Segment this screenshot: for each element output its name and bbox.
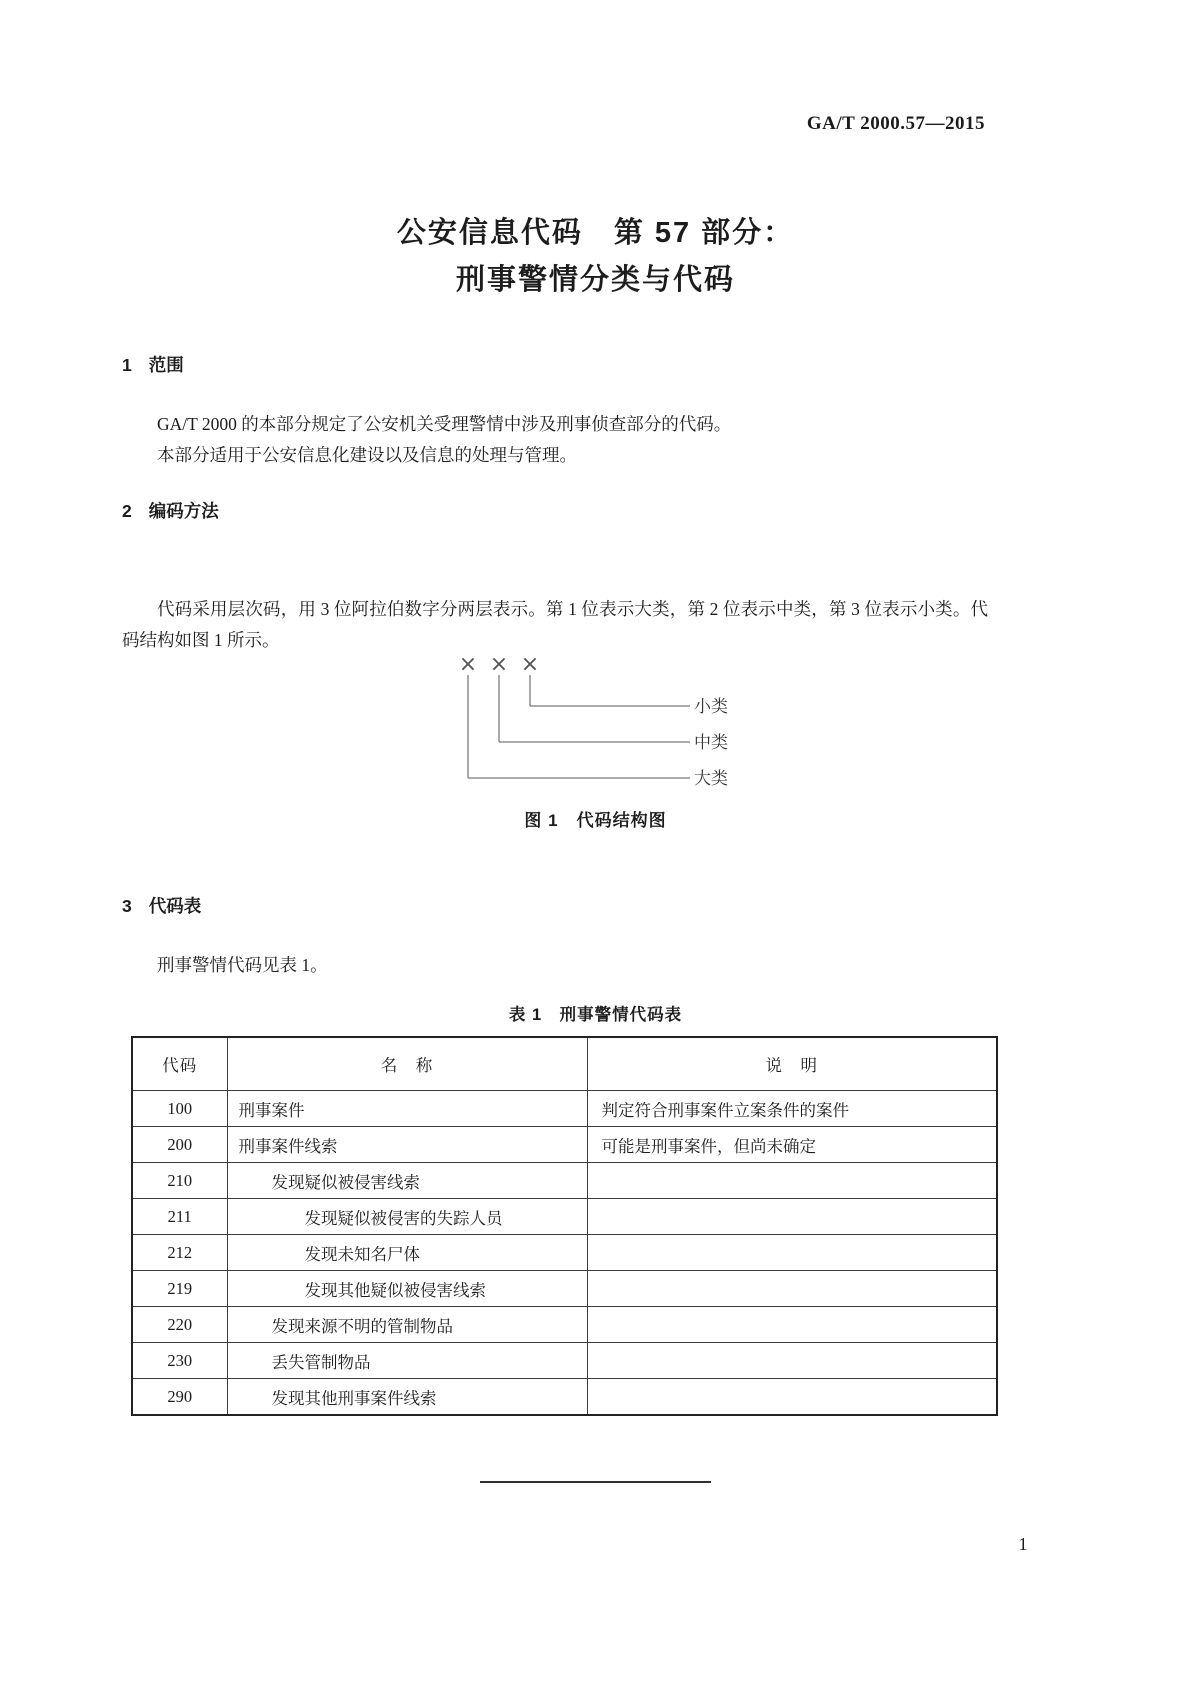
- header-name: 名 称: [227, 1037, 587, 1091]
- code-cell: 220: [132, 1307, 227, 1343]
- description-cell: [587, 1343, 997, 1379]
- standard-number: GA/T 2000.57—2015: [806, 113, 985, 134]
- description-cell: 可能是刑事案件，但尚未确定: [587, 1127, 997, 1163]
- section-1-title: 范围: [148, 355, 184, 375]
- table-row: [132, 1307, 997, 1343]
- name-cell: 刑事案件: [227, 1091, 587, 1127]
- name-cell: 发现其他刑事案件线索: [227, 1379, 587, 1416]
- figure-caption: 图 1 代码结构图: [524, 811, 667, 830]
- table-row: [132, 1091, 997, 1127]
- code-table-head: [132, 1037, 997, 1091]
- name-cell: 发现来源不明的管制物品: [227, 1307, 587, 1343]
- name-cell: 发现未知名尸体: [227, 1235, 587, 1271]
- end-of-document-rule: [480, 1481, 711, 1483]
- coding-method-paragraph: 代码采用层次码，用 3 位阿拉伯数字分两层表示。第 1 位表示大类，第 2 位表示中类，第 3 位表示小类。代码结构如图 1 所示。: [122, 599, 988, 650]
- table-row: [132, 1199, 997, 1235]
- description-cell: 判定符合刑事案件立案条件的案件: [587, 1091, 997, 1127]
- section-2-title: 编码方法: [148, 501, 219, 521]
- code-cell: 211: [132, 1199, 227, 1235]
- label-small-class: 小类: [694, 697, 728, 716]
- description-cell: [587, 1163, 997, 1199]
- section-2-heading: [122, 498, 219, 523]
- name-cell: 发现疑似被侵害线索: [227, 1163, 587, 1199]
- section-3-heading: [122, 893, 201, 918]
- header-description: 说 明: [587, 1037, 997, 1091]
- document-title-line2: 刑事警情分类与代码: [455, 264, 735, 296]
- code-cell: 210: [132, 1163, 227, 1199]
- table-row: [132, 1235, 997, 1271]
- description-cell: [587, 1307, 997, 1343]
- section-3-title: 代码表: [148, 896, 202, 916]
- criminal-code-table: [131, 1036, 998, 1416]
- label-middle-class: 中类: [694, 733, 728, 752]
- code-cell: 200: [132, 1127, 227, 1163]
- table-row: [132, 1127, 997, 1163]
- table-row: [132, 1379, 997, 1416]
- code-cell: 290: [132, 1379, 227, 1416]
- name-cell: 丢失管制物品: [227, 1343, 587, 1379]
- label-large-class: 大类: [694, 769, 728, 788]
- description-cell: [587, 1199, 997, 1235]
- name-cell: 发现其他疑似被侵害线索: [227, 1271, 587, 1307]
- description-cell: [587, 1379, 997, 1416]
- name-cell: 刑事案件线索: [227, 1127, 587, 1163]
- code-table-paragraph: 刑事警情代码见表 1。: [157, 955, 328, 975]
- section-1-heading: [122, 352, 184, 377]
- page-number: 1: [1018, 1534, 1028, 1554]
- description-cell: [587, 1235, 997, 1271]
- code-structure-figure: [440, 646, 740, 788]
- code-digit-placeholder-3: ×: [520, 652, 540, 677]
- code-cell: 100: [132, 1091, 227, 1127]
- table-row: [132, 1343, 997, 1379]
- code-cell: 219: [132, 1271, 227, 1307]
- code-digit-placeholder-2: ×: [489, 652, 509, 677]
- description-cell: [587, 1271, 997, 1307]
- scope-paragraph-1: GA/T 2000 的本部分规定了公安机关受理警情中涉及刑事侦查部分的代码。: [157, 414, 732, 434]
- header-code: 代码: [132, 1037, 227, 1091]
- table-row: [132, 1271, 997, 1307]
- code-cell: 212: [132, 1235, 227, 1271]
- table-title: 表 1 刑事警情代码表: [508, 1006, 683, 1024]
- name-cell: 发现疑似被侵害的失踪人员: [227, 1199, 587, 1235]
- section-2-number: 2: [122, 501, 132, 521]
- section-3-number: 3: [122, 896, 132, 916]
- document-title: [0, 210, 1191, 304]
- code-table-body: [132, 1091, 997, 1416]
- code-digit-placeholder-1: ×: [458, 652, 478, 677]
- code-cell: 230: [132, 1343, 227, 1379]
- table-header-row: [132, 1037, 997, 1091]
- document-title-line1: 公安信息代码 第 57 部分：: [396, 217, 795, 249]
- section-1-number: 1: [122, 355, 132, 375]
- scope-paragraph-2: 本部分适用于公安信息化建设以及信息的处理与管理。: [157, 445, 577, 465]
- table-row: [132, 1163, 997, 1199]
